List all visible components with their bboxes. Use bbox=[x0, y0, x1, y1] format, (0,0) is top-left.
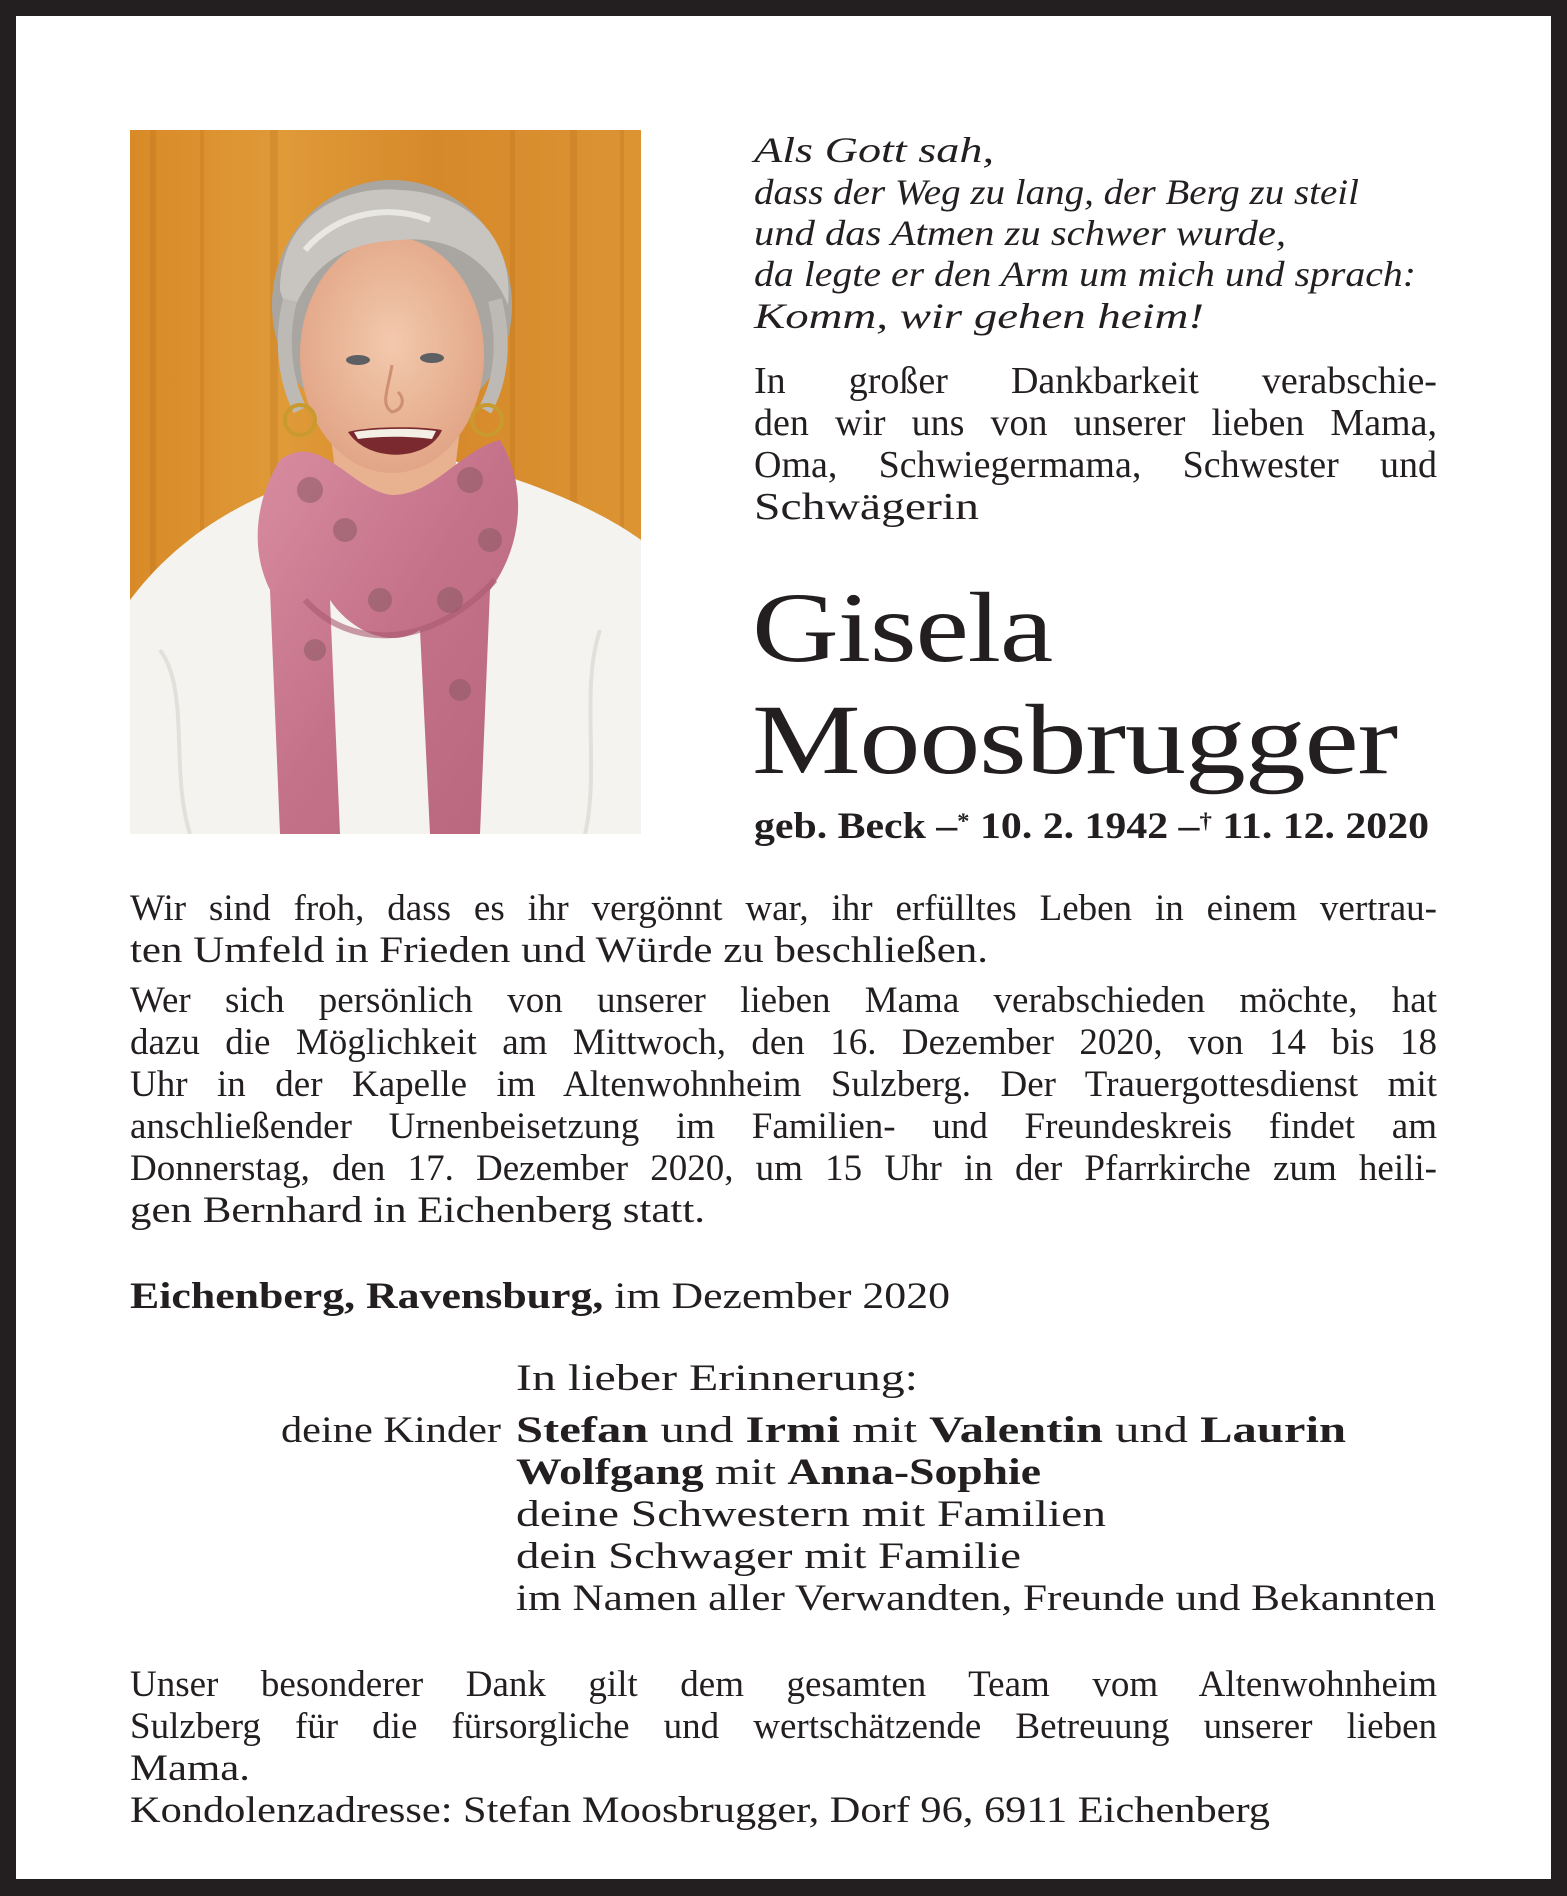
last-name: Moosbrugger bbox=[752, 684, 1397, 795]
places: Eichenberg, Ravensburg, bbox=[130, 1276, 604, 1317]
mourners-other: deine Schwestern mit Familien bbox=[516, 1494, 1106, 1535]
separator: – bbox=[1178, 806, 1200, 847]
poem-line: Komm, wir gehen heim! bbox=[754, 296, 1204, 336]
body-line: gen Bernhard in Eichenberg statt. bbox=[130, 1190, 705, 1231]
mourners-other: im Namen aller Verwandten, Freunde und Bekannten bbox=[516, 1578, 1436, 1619]
first-name: Gisela bbox=[752, 572, 1052, 683]
connector: mit bbox=[715, 1452, 776, 1493]
body-line: dazu die Möglichkeit am Mittwoch, den 16. Dezember 2020, von 14 bis 18 bbox=[130, 1022, 1437, 1063]
word: In bbox=[754, 360, 786, 402]
word: großer bbox=[848, 360, 948, 402]
mourners-line-1 bbox=[516, 1412, 1346, 1449]
thanks-line: Mama. bbox=[130, 1748, 250, 1789]
thanks-line: Sulzberg für die fürsorgliche und wertschätzende Betreuung unserer lieben bbox=[130, 1706, 1437, 1747]
birth-name: geb. Beck bbox=[754, 806, 926, 847]
mourners-line-2 bbox=[516, 1454, 1041, 1491]
body-line: Donnerstag, den 17. Dezember 2020, um 15 Uhr in der Pfarrkirche zum heili- bbox=[130, 1148, 1437, 1189]
death-date: 11. 12. 2020 bbox=[1222, 806, 1429, 847]
life-dates bbox=[754, 802, 1429, 845]
connector: mit bbox=[852, 1410, 917, 1451]
mourner-name: Laurin bbox=[1200, 1410, 1346, 1451]
body-line: Wer sich persönlich von unserer lieben Mama verabschieden möchte, hat bbox=[130, 980, 1437, 1021]
mourners-heading: In lieber Erinnerung: bbox=[516, 1358, 918, 1399]
born-symbol: * bbox=[957, 808, 970, 833]
thanks-line: Unser besonderer Dank gilt dem gesamten Team vom Altenwohnheim bbox=[130, 1664, 1437, 1705]
mourner-name: Irmi bbox=[745, 1410, 841, 1451]
intro-line: Schwägerin bbox=[754, 486, 979, 528]
mourner-name: Anna-Sophie bbox=[787, 1452, 1041, 1493]
mourner-name: Stefan bbox=[516, 1410, 649, 1451]
body-line: Uhr in der Kapelle im Altenwohnheim Sulzberg. Der Trauergottesdienst mit bbox=[130, 1064, 1437, 1105]
body-line: ten Umfeld in Frieden und Würde zu beschließen. bbox=[130, 930, 988, 971]
poem-line: dass der Weg zu lang, der Berg zu steil bbox=[754, 172, 1359, 212]
word: verabschie- bbox=[1261, 360, 1437, 402]
portrait-photo bbox=[130, 130, 641, 834]
connector: und bbox=[1115, 1410, 1188, 1451]
mourner-name: Wolfgang bbox=[516, 1452, 704, 1493]
mourners-other: dein Schwager mit Familie bbox=[516, 1536, 1021, 1577]
poem-line: und das Atmen zu schwer wurde, bbox=[754, 213, 1286, 253]
mourner-name: Valentin bbox=[929, 1410, 1103, 1451]
body-line: Wir sind froh, dass es ihr vergönnt war, ihr erfülltes Leben in einem vertrau- bbox=[130, 888, 1437, 929]
connector: und bbox=[660, 1410, 734, 1451]
body-line: anschließender Urnenbeisetzung im Familien- und Freundeskreis findet am bbox=[130, 1106, 1437, 1147]
intro-line bbox=[754, 362, 1437, 400]
poem-line: da legte er den Arm um mich und sprach: bbox=[754, 254, 1416, 294]
intro-line: den wir uns von unserer lieben Mama, bbox=[754, 402, 1437, 444]
poem-line: Als Gott sah, bbox=[754, 130, 994, 170]
word: Dankbarkeit bbox=[1010, 360, 1199, 402]
place-date bbox=[130, 1278, 950, 1315]
kids-label: deine Kinder bbox=[281, 1410, 501, 1451]
intro-line: Oma, Schwiegermama, Schwester und bbox=[754, 444, 1437, 486]
separator: – bbox=[936, 806, 958, 847]
died-symbol: † bbox=[1199, 808, 1212, 833]
date: im Dezember 2020 bbox=[614, 1276, 950, 1317]
condolence-address: Kondolenzadresse: Stefan Moosbrugger, Dorf 96, 6911 Eichenberg bbox=[130, 1790, 1270, 1831]
birth-date: 10. 2. 1942 bbox=[980, 806, 1169, 847]
portrait-illustration-icon bbox=[130, 130, 641, 834]
